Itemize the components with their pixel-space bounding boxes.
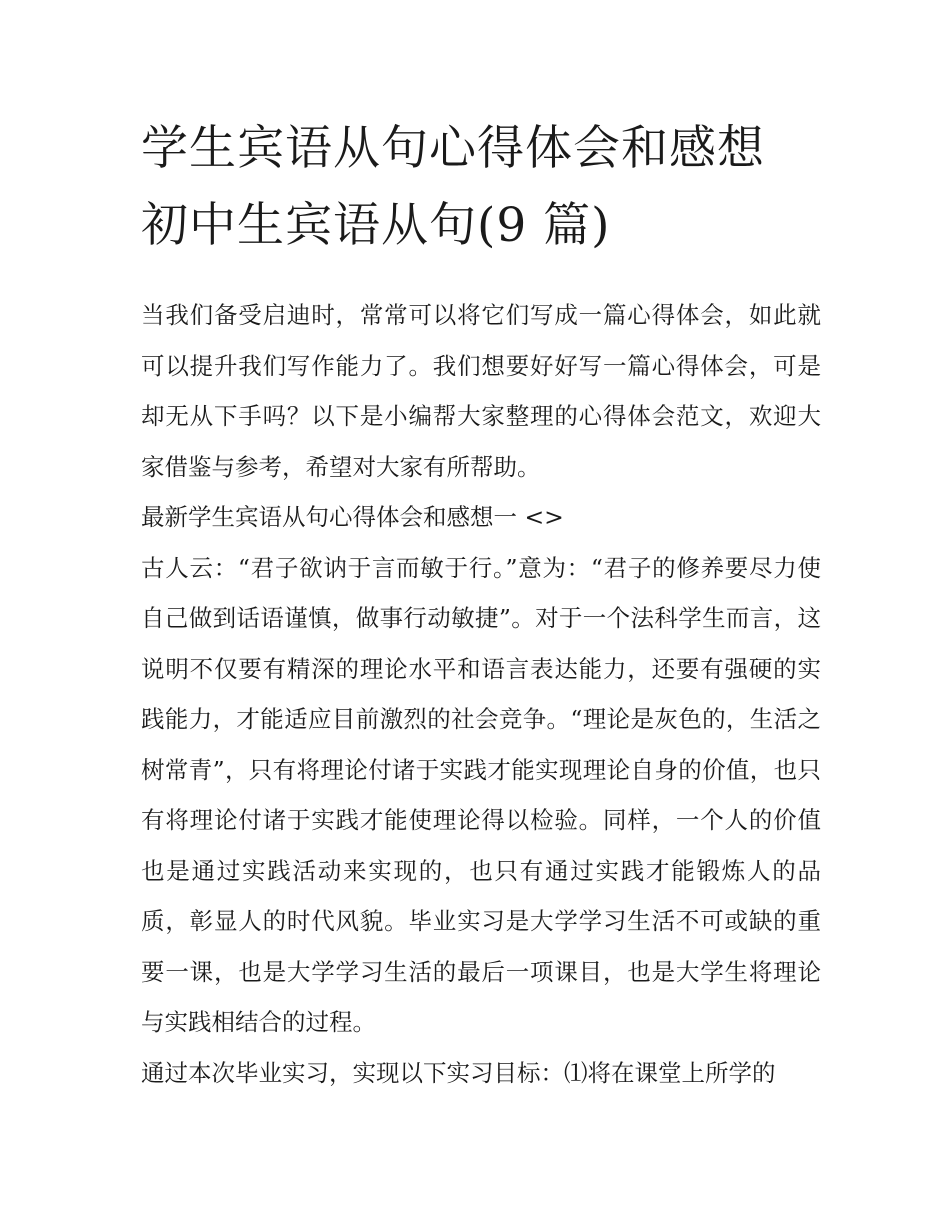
document-content (141, 110, 821, 1098)
section-heading: 最新学生宾语从句心得体会和感想一 <> (141, 503, 564, 531)
body-paragraph-1: 古人云：“君子欲讷于言而敏于行。”意为：“君子的修养要尽力使自己做到话语谨慎，做事行动敏捷”。对于一个法科学生而言，这说明不仅要有精深的理论水平和语言表达能力，还要有强硬的实践能力，才能适应目前激烈的社会竞争。“理论是灰色的，生活之树常青”，只有将理论付诸于实践才能实现理论自身的价值，也只有将理论付诸于实践才能使理论得以检验。同样，一个人的价值也是通过实践活动来实现的，也只有通过实践才能锻炼人的品质，彰显人的时代风貌。毕业实习是大学学习生活不可或缺的重要一课，也是大学学习生活的最后一项课目，也是大学生将理论与实践相结合的过程。 (141, 553, 821, 1036)
title-line-1: 学生宾语从句心得体会和感想 (141, 121, 765, 176)
document-title (141, 110, 821, 264)
body-paragraph-2: 通过本次毕业实习，实现以下实习目标：⑴将在课堂上所学的 (141, 1058, 776, 1087)
title-line-2: 初中生宾语从句(9 篇) (141, 198, 611, 253)
intro-paragraph: 当我们备受启迪时，常常可以将它们写成一篇心得体会，如此就可以提升我们写作能力了。我们想要好好写一篇心得体会，可是却无从下手吗？以下是小编帮大家整理的心得体会范文，欢迎大家借鉴与参考，希望对大家有所帮助。 (141, 301, 821, 481)
